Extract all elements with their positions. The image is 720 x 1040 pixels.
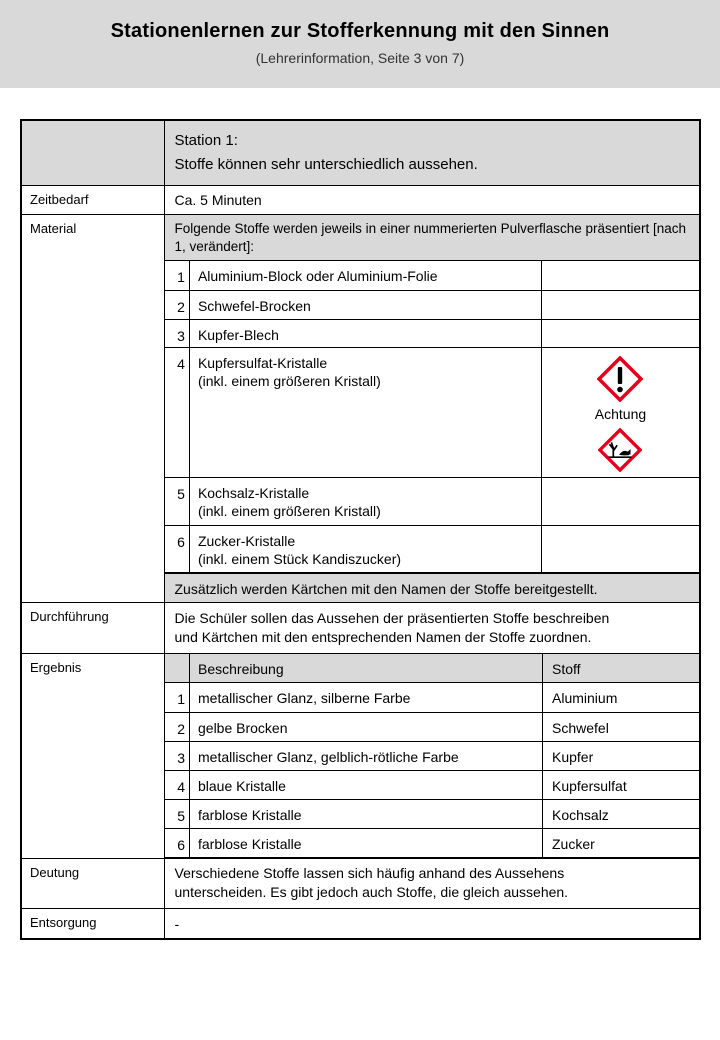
list-item	[165, 319, 700, 347]
item-note: (inkl. einem größeren Kristall)	[197, 372, 381, 389]
list-item	[165, 525, 700, 572]
exclamation-hazard-icon	[597, 356, 643, 402]
entsorgung-value: -	[174, 916, 180, 932]
material-content	[164, 215, 700, 603]
material-intro: Folgende Stoffe werden jeweils in einer nummerierten Pulverflasche präsentiert [nach 1, verändert]:	[165, 215, 700, 261]
table-row	[165, 771, 700, 800]
station-number: Station 1:	[174, 132, 238, 149]
row-number: 3	[165, 742, 190, 771]
item-name: Aluminium-Block oder Aluminium-Folie	[197, 268, 438, 284]
table-row	[165, 742, 700, 771]
item-name: Kochsalz-Kristalle	[197, 484, 310, 501]
item-number: 1	[165, 261, 190, 290]
deutung-text	[165, 859, 700, 908]
station-table	[20, 119, 701, 940]
station-title-cell	[164, 120, 700, 186]
station-label-cell	[21, 120, 164, 186]
list-item	[165, 347, 700, 477]
item-name: Schwefel-Brocken	[197, 297, 311, 314]
item-number: 4	[165, 347, 190, 477]
item-number: 3	[165, 319, 190, 347]
material-footer: Zusätzlich werden Kärtchen mit den Namen der Stoffe bereitgestellt.	[165, 573, 700, 602]
list-item	[165, 261, 700, 290]
row-substance: Kupfersulfat	[543, 771, 700, 800]
row-number: 2	[165, 713, 190, 742]
column-header-substance: Stoff	[543, 654, 700, 683]
hazard-pictograms	[542, 348, 699, 472]
row-substance: Aluminium	[543, 683, 700, 713]
row-description: blaue Kristalle	[190, 771, 543, 800]
material-label: Material	[21, 215, 164, 603]
row-substance: Kupfer	[543, 742, 700, 771]
text-line: und Kärtchen mit den entsprechenden Namen der Stoffe zuordnen.	[174, 628, 592, 645]
row-number: 1	[165, 683, 190, 713]
column-header-description: Beschreibung	[190, 654, 543, 683]
entsorgung-label: Entsorgung	[21, 909, 164, 940]
station-heading: Stoffe können sehr unterschiedlich aussehen.	[174, 156, 478, 173]
item-name: Zucker-Kristalle	[197, 532, 296, 549]
list-item	[165, 290, 700, 319]
row-description: gelbe Brocken	[190, 713, 543, 742]
environment-hazard-icon	[598, 428, 642, 472]
material-list	[165, 261, 700, 573]
result-table	[165, 654, 700, 859]
signal-word: Achtung	[594, 405, 647, 422]
table-row	[165, 800, 700, 829]
row-substance: Kochsalz	[543, 800, 700, 829]
row-number: 6	[165, 829, 190, 858]
table-row	[165, 713, 700, 742]
item-note: (inkl. einem Stück Kandiszucker)	[197, 550, 402, 567]
row-description: farblose Kristalle	[190, 800, 543, 829]
table-row	[165, 683, 700, 713]
row-substance: Schwefel	[543, 713, 700, 742]
row-description: farblose Kristalle	[190, 829, 543, 858]
zeitbedarf-label: Zeitbedarf	[21, 186, 164, 215]
deutung-label: Deutung	[21, 859, 164, 909]
ergebnis-content	[164, 653, 700, 859]
text-line: Die Schüler sollen das Aussehen der präsentierten Stoffe beschreiben	[174, 609, 610, 626]
durchfuehrung-label: Durchführung	[21, 602, 164, 653]
text-line: unterscheiden. Es gibt jedoch auch Stoffe, die gleich aussehen.	[174, 884, 569, 900]
item-number: 2	[165, 290, 190, 319]
row-number: 4	[165, 771, 190, 800]
durchfuehrung-text	[165, 603, 700, 653]
item-name: Kupfer-Blech	[197, 326, 279, 343]
row-number: 5	[165, 800, 190, 829]
page-header	[0, 0, 720, 88]
row-substance: Zucker	[543, 829, 700, 858]
item-note: (inkl. einem größeren Kristall)	[197, 502, 381, 519]
text-line: Verschiedene Stoffe lassen sich häufig anhand des Aussehens	[174, 865, 565, 881]
table-row	[165, 829, 700, 858]
row-description: metallischer Glanz, silberne Farbe	[190, 683, 543, 713]
zeitbedarf-value: Ca. 5 Minuten	[174, 192, 262, 208]
table-header-row	[165, 654, 700, 683]
item-number: 6	[165, 525, 190, 572]
row-description: metallischer Glanz, gelblich-rötliche Farbe	[190, 742, 543, 771]
item-number: 5	[165, 477, 190, 525]
page-title: Stationenlernen zur Stofferkennung mit den Sinnen	[110, 20, 610, 42]
item-name: Kupfersulfat-Kristalle	[197, 354, 328, 371]
ergebnis-label: Ergebnis	[21, 653, 164, 859]
page-subtitle: (Lehrerinformation, Seite 3 von 7)	[255, 50, 465, 66]
list-item	[165, 477, 700, 525]
